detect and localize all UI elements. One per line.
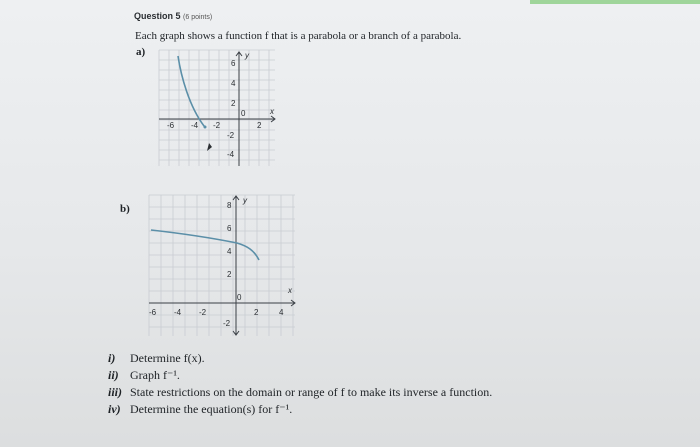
graph-a-curve-endpoint (204, 126, 207, 129)
list-item (108, 385, 492, 402)
graph-b-label: b) (120, 203, 130, 215)
graph-b-y-tick: 2 (227, 270, 232, 279)
graph-a-y-tick: 2 (231, 99, 236, 108)
graph-b-x-axis-label: x (288, 286, 292, 295)
question-heading (134, 11, 212, 21)
question-items (108, 351, 492, 419)
graph-a-y-tick: -2 (227, 131, 235, 140)
question-statement: Each graph shows a function f that is a parabola or a branch of a parabola. (135, 30, 462, 42)
graph-a-label: a) (136, 46, 146, 58)
graph-a-x-tick: -4 (191, 121, 199, 130)
graph-b-origin-label: 0 (237, 293, 242, 302)
list-item (108, 368, 492, 385)
graph-a-y-tick: 6 (231, 59, 236, 68)
question-points: (6 points) (183, 14, 213, 21)
item-number: i) (108, 351, 116, 365)
graph-b-y-tick: -2 (223, 319, 231, 328)
graph-a-x-tick: -2 (213, 121, 221, 130)
graph-a-curve (178, 56, 205, 127)
graph-a-y-axis-label: y (245, 51, 249, 60)
graph-b-x-tick: 2 (254, 308, 259, 317)
graph-a-y-tick: -4 (227, 150, 235, 159)
graph-a (157, 48, 277, 168)
list-item (108, 351, 492, 368)
graph-b-y-axis-label: y (243, 196, 247, 205)
question-title: Question 5 (134, 11, 181, 21)
graph-b-x-tick: -2 (199, 308, 207, 317)
graph-a-x-tick: -6 (167, 121, 175, 130)
list-item (108, 402, 492, 419)
graph-a-y-tick: 4 (231, 79, 236, 88)
item-number: iv) (108, 402, 121, 416)
graph-a-origin-label: 0 (241, 109, 246, 118)
item-text: Determine the equation(s) for f⁻¹. (130, 402, 293, 416)
graph-a-x-axis-label: x (270, 107, 274, 116)
graph-b-y-tick: 6 (227, 224, 232, 233)
graph-b-y-tick: 4 (227, 247, 232, 256)
graph-b-x-tick: -6 (149, 308, 157, 317)
graph-b (147, 193, 297, 338)
item-number: ii) (108, 368, 119, 382)
item-number: iii) (108, 385, 122, 399)
graph-a-x-tick: 2 (257, 121, 262, 130)
graph-b-curve (151, 230, 259, 260)
item-text: Graph f⁻¹. (130, 368, 180, 382)
graph-b-y-tick: 8 (227, 201, 232, 210)
graph-b-x-tick: -4 (174, 308, 182, 317)
graph-b-x-tick: 4 (279, 308, 284, 317)
progress-bar (530, 0, 700, 4)
item-text: State restrictions on the domain or range of f to make its inverse a function. (130, 385, 493, 399)
item-text: Determine f(x). (130, 351, 205, 365)
